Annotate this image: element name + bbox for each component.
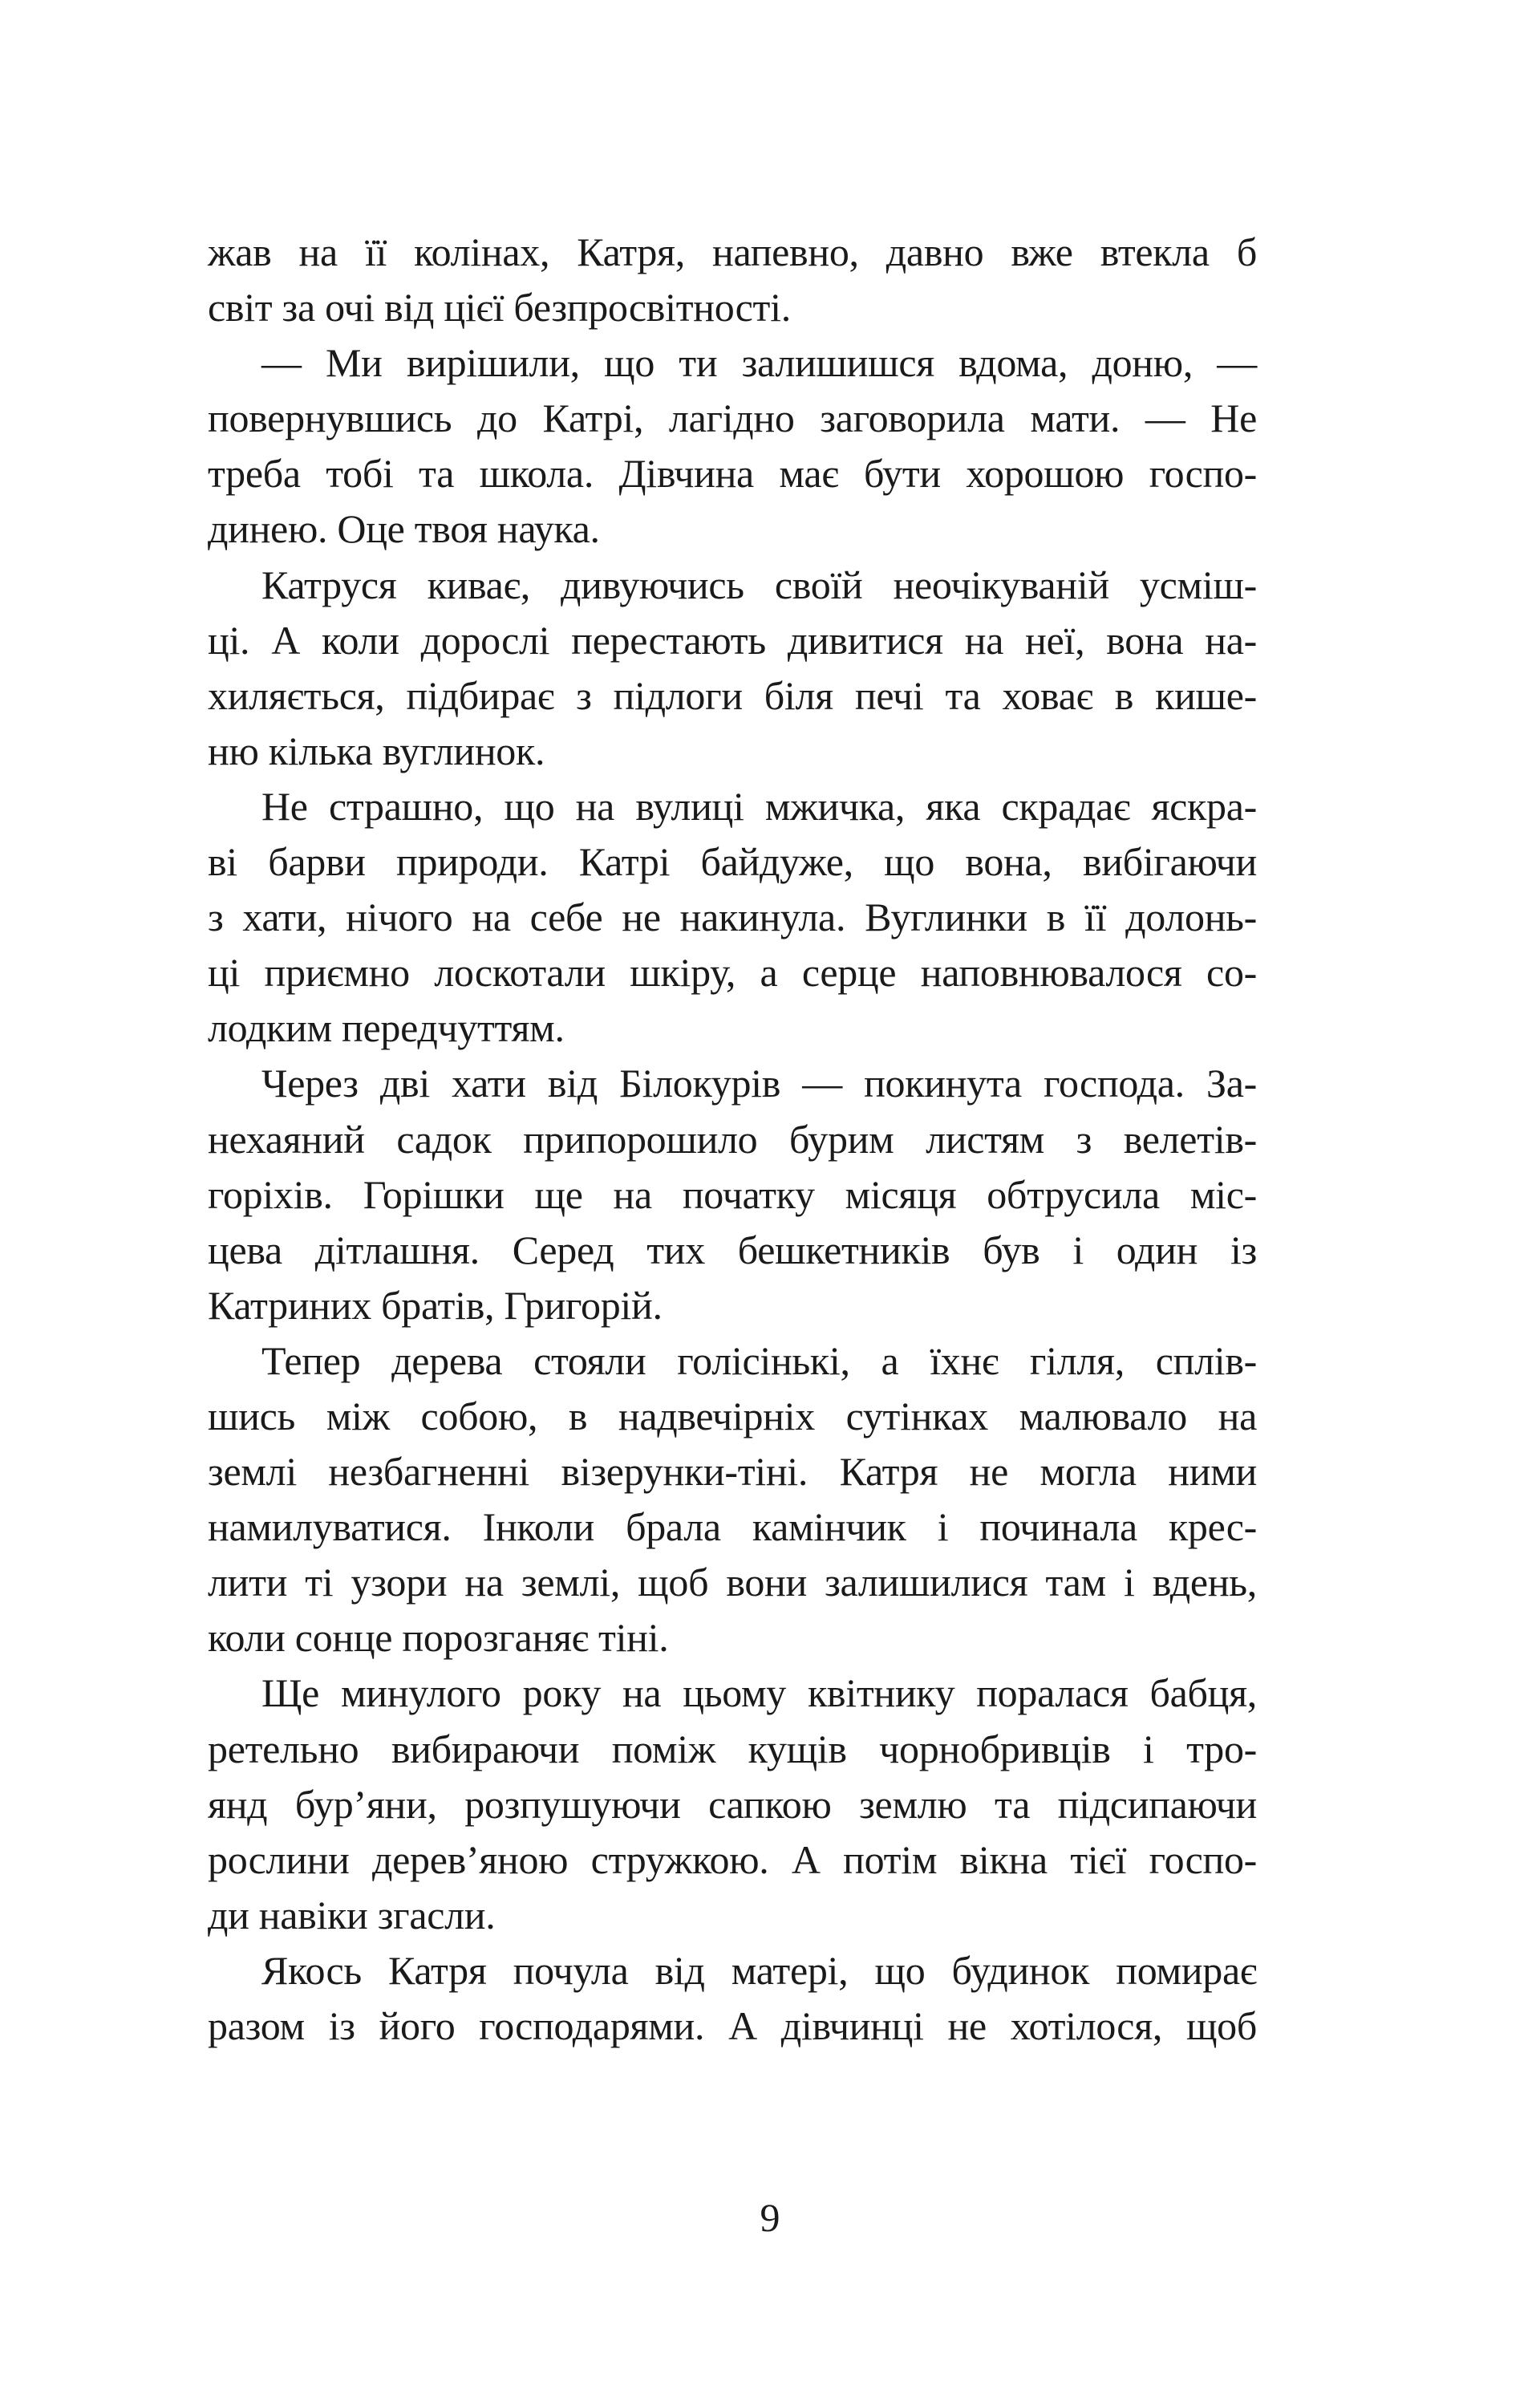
text-line: Якось Катря почула від матері, що будинок помирає (261, 1947, 1257, 1993)
text-line: ці. А коли дорослі перестають дивитися на неї, вона на- (208, 617, 1257, 663)
text-line: Ще минулого року на цьому квітнику поралася бабця, (261, 1670, 1257, 1716)
text-line: коли сонце порозганяє тіні. (208, 1615, 669, 1661)
text-line: ди навіки згасли. (208, 1892, 496, 1937)
text-line: рослини дерев’яною стружкою. А потім вікна тієї госпо- (208, 1836, 1257, 1882)
text-line: ці приємно лоскотали шкіру, а серце наповнювалося со- (208, 950, 1257, 996)
text-line: хиляється, підбирає з підлоги біля печі та ховає в кише- (208, 672, 1257, 718)
text-line: Не страшно, що на вулиці мжичка, яка скрадає яскра- (261, 783, 1257, 829)
text-line: Через дві хати від Білокурів — покинута господа. За- (261, 1061, 1257, 1106)
text-line: нехаяний садок припорошило бурим листям з велетів- (208, 1116, 1257, 1162)
text-line: цева дітлашня. Серед тих бешкетників був і один із (208, 1227, 1257, 1272)
text-line: ві барви природи. Катрі байдуже, що вона, вибігаючи (208, 839, 1257, 885)
text-line: разом із його господарями. А дівчинці не хотілося, щоб (208, 2003, 1257, 2048)
text-line: намилуватися. Інколи брала камінчик і починала крес- (208, 1504, 1257, 1550)
text-line: ретельно вибираючи поміж кущів чорнобривців і тро- (208, 1726, 1257, 1771)
text-line: шись між собою, в надвечірніх сутінках малювало на (208, 1393, 1257, 1438)
text-line: Тепер дерева стояли голісінькі, а їхнє гілля, сплів- (261, 1337, 1257, 1383)
text-line: динею. Оце твоя наука. (208, 506, 600, 552)
text-line: янд бур’яни, розпушуючи сапкою землю та підсипаючи (208, 1781, 1257, 1827)
text-line: з хати, нічого на себе не накинула. Вуглинки в її долонь- (208, 895, 1257, 940)
text-line: жав на її колінах, Катря, напевно, давно вже втекла б (208, 229, 1257, 274)
text-line: горіхів. Горішки ще на початку місяця обтрусила міс- (208, 1171, 1257, 1217)
page-number: 9 (760, 2195, 780, 2240)
text-line: лити ті узори на землі, щоб вони залишилися там і вдень, (208, 1560, 1257, 1605)
text-line: ню кілька вуглинок. (208, 728, 545, 773)
text-line: повернувшись до Катрі, лагідно заговорила мати. — Не (208, 396, 1257, 441)
text-line: — Ми вирішили, що ти залишишся вдома, доню, — (261, 340, 1257, 386)
text-line: світ за очі від цієї безпросвітності. (208, 285, 791, 331)
text-line: Катриних братів, Григорій. (208, 1282, 663, 1328)
text-line: Катруся киває, дивуючись своїй неочікуваній усміш- (261, 562, 1257, 607)
text-line: треба тобі та школа. Дівчина має бути хорошою госпо- (208, 451, 1257, 497)
text-line: лодким передчуттям. (208, 1005, 565, 1051)
page-body-text (208, 225, 1257, 2054)
text-line: землі незбагненні візерунки-тіні. Катря не могла ними (208, 1449, 1257, 1495)
